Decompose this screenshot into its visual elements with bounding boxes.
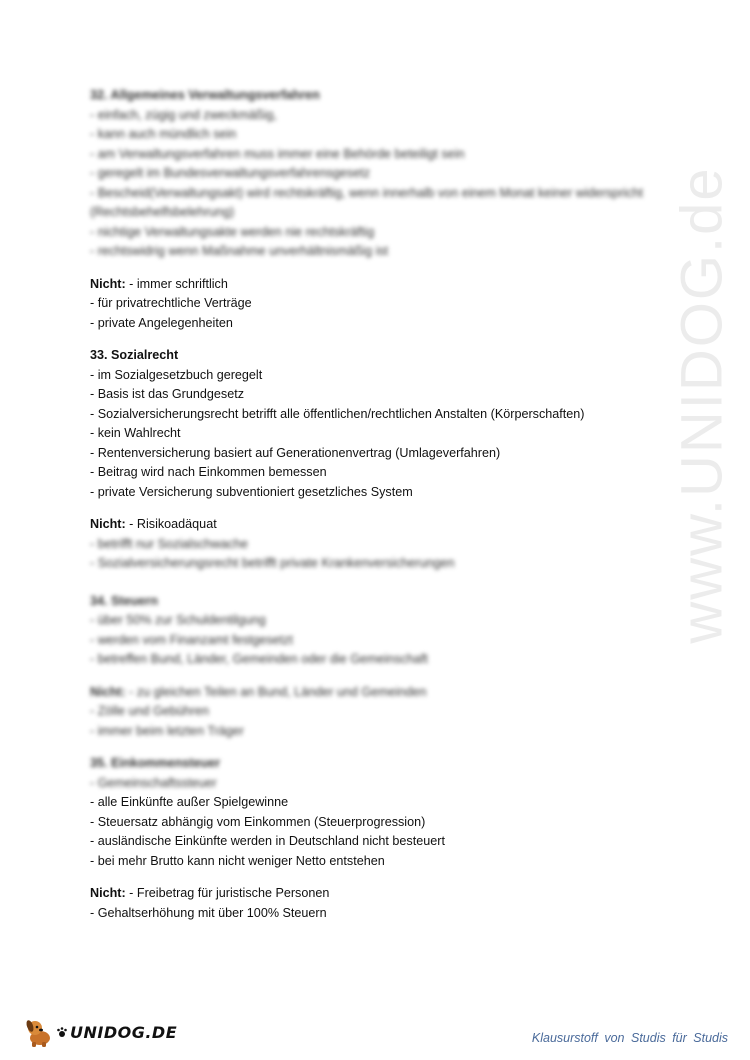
list-item: - im Sozialgesetzbuch geregelt xyxy=(90,367,263,382)
list-item: - Gehaltserhöhung mit über 100% Steuern xyxy=(90,905,327,920)
list-item: - werden vom Finanzamt festgesetzt xyxy=(90,632,293,647)
list-item: - bei mehr Brutto kann nicht weniger Netto entstehen xyxy=(90,853,385,868)
list-item: - Gemeinschaftssteuer xyxy=(90,775,217,790)
list-item: - Steuersatz abhängig vom Einkommen (Steuerprogression) xyxy=(90,814,426,829)
list-item: - betreffen Bund, Länder, Gemeinden oder die Gemeinschaft xyxy=(90,652,428,666)
list-item: - Zölle und Gebühren xyxy=(90,704,210,718)
list-item: - Basis ist das Grundgesetz xyxy=(90,387,244,401)
list-item: - am Verwaltungsverfahren muss immer eine Behörde beteiligt sein xyxy=(90,146,465,161)
document-body xyxy=(90,86,680,923)
nicht-line: Nicht: - Freibetrag für juristische Personen xyxy=(90,886,330,900)
list-item: - kann auch mündlich sein xyxy=(90,127,237,141)
unidog-logo xyxy=(22,1014,177,1050)
dog-mascot-icon xyxy=(22,1015,56,1049)
nicht-line: Nicht: - Risikoadäquat xyxy=(90,517,217,531)
footer-slogan: Klausurstoff von Studis für Studis xyxy=(531,1031,728,1045)
list-item: - einfach, zügig und zweckmäßig, xyxy=(90,107,277,122)
list-item: - Beitrag wird nach Einkommen bemessen xyxy=(90,465,327,479)
nicht-line: Nicht: - zu gleichen Teilen an Bund, Länder und Gemeinden xyxy=(90,684,427,699)
watermark-text: www.UNIDOG.de xyxy=(669,166,735,644)
list-item: - kein Wahlrecht xyxy=(90,426,181,440)
list-item: - rechtswidrig wenn Maßnahme unverhältnismäßig ist xyxy=(90,244,389,258)
section-35-heading: 35. Einkommensteuer xyxy=(90,756,221,770)
section-32-heading: 32. Allgemeines Verwaltungsverfahren xyxy=(90,88,320,102)
list-item: - Rentenversicherung basiert auf Generationenvertrag (Umlageverfahren) xyxy=(90,445,501,460)
list-item: - Sozialversicherungsrecht betrifft private Krankenversicherungen xyxy=(90,556,455,570)
list-item: - Bescheid(Verwaltungsakt) wird rechtskräftig, wenn innerhalb von einem Monat keiner widerspricht xyxy=(90,185,643,200)
list-item: - Sozialversicherungsrecht betrifft alle öffentlichen/rechtlichen Anstalten (Körperschaften) xyxy=(90,406,585,421)
list-item: - betrifft nur Sozialschwache xyxy=(90,536,248,551)
section-33-heading: 33. Sozialrecht xyxy=(90,348,179,362)
section-34-heading: 34. Steuern xyxy=(90,593,158,608)
logo-text: UNIDOG.DE xyxy=(70,1022,178,1042)
list-item: - nichtige Verwaltungsakte werden nie rechtskräftig xyxy=(90,224,375,239)
list-item: (Rechtsbehelfsbelehrung) xyxy=(90,205,235,219)
list-item: - alle Einkünfte außer Spielgewinne xyxy=(90,795,289,809)
nicht-line: Nicht: - immer schriftlich xyxy=(90,276,228,291)
list-item: - geregelt im Bundesverwaltungsverfahrensgesetz xyxy=(90,166,371,180)
list-item: - private Versicherung subventioniert gesetzliches System xyxy=(90,484,413,499)
list-item: - ausländische Einkünfte werden in Deutschland nicht besteuert xyxy=(90,834,445,848)
paw-icon xyxy=(56,1026,68,1038)
list-item: - private Angelegenheiten xyxy=(90,315,233,330)
list-item: - immer beim letzten Träger xyxy=(90,723,244,738)
list-item: - über 50% zur Schuldentilgung xyxy=(90,613,266,627)
list-item: - für privatrechtliche Verträge xyxy=(90,296,252,310)
